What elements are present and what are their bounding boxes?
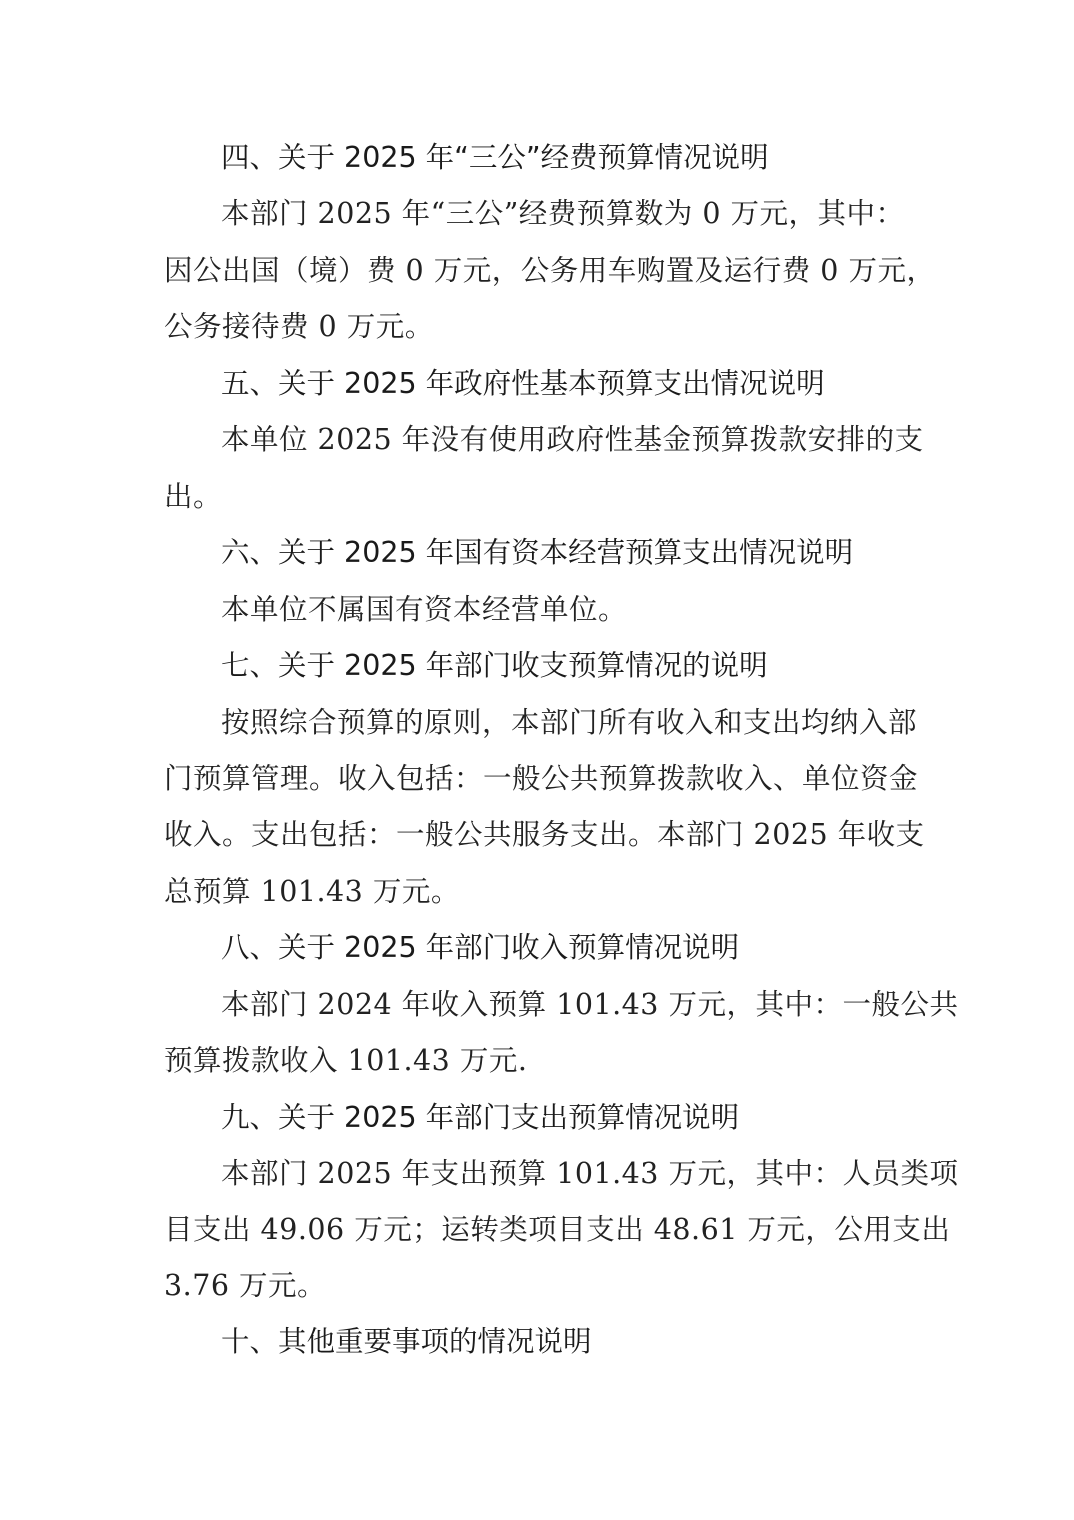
paragraph-line: 本部门 2025 年“三公”经费预算数为 0 万元，其中： [221,197,905,230]
paragraph-line: 目支出 49.06 万元；运转类项目支出 48.61 万元，公用支出 [164,1213,951,1246]
section-heading-9: 九、关于 2025 年部门支出预算情况说明 [221,1101,740,1134]
paragraph-line: 按照综合预算的原则，本部门所有收入和支出均纳入部 [221,706,918,739]
section-heading-7: 七、关于 2025 年部门收支预算情况的说明 [221,649,768,682]
paragraph-line: 本单位 2025 年没有使用政府性基金预算拨款安排的支 [221,423,924,456]
paragraph-line: 门预算管理。收入包括：一般公共预算拨款收入、单位资金 [164,762,919,795]
paragraph-line: 预算拨款收入 101.43 万元. [164,1044,528,1077]
paragraph-line: 总预算 101.43 万元。 [164,875,460,908]
section-heading-8: 八、关于 2025 年部门收入预算情况说明 [221,931,740,964]
section-heading-6: 六、关于 2025 年国有资本经营预算支出情况说明 [221,536,854,569]
paragraph-line: 出。 [164,480,223,513]
paragraph-line: 本部门 2025 年支出预算 101.43 万元，其中：人员类项 [221,1157,959,1190]
section-heading-5: 五、关于 2025 年政府性基本预算支出情况说明 [221,367,825,400]
paragraph-line: 公务接待费 0 万元。 [164,310,434,343]
paragraph-line: 因公出国（境）费 0 万元，公务用车购置及运行费 0 万元， [164,254,936,287]
section-heading-10: 十、其他重要事项的情况说明 [221,1325,592,1358]
paragraph-line: 3.76 万元。 [164,1269,327,1302]
paragraph-line: 收入。支出包括：一般公共服务支出。本部门 2025 年收支 [164,818,925,851]
paragraph-line: 本部门 2024 年收入预算 101.43 万元，其中：一般公共 [221,988,959,1021]
paragraph-line: 本单位不属国有资本经营单位。 [221,593,628,626]
section-heading-4: 四、关于 2025 年“三公”经费预算情况说明 [221,141,769,174]
